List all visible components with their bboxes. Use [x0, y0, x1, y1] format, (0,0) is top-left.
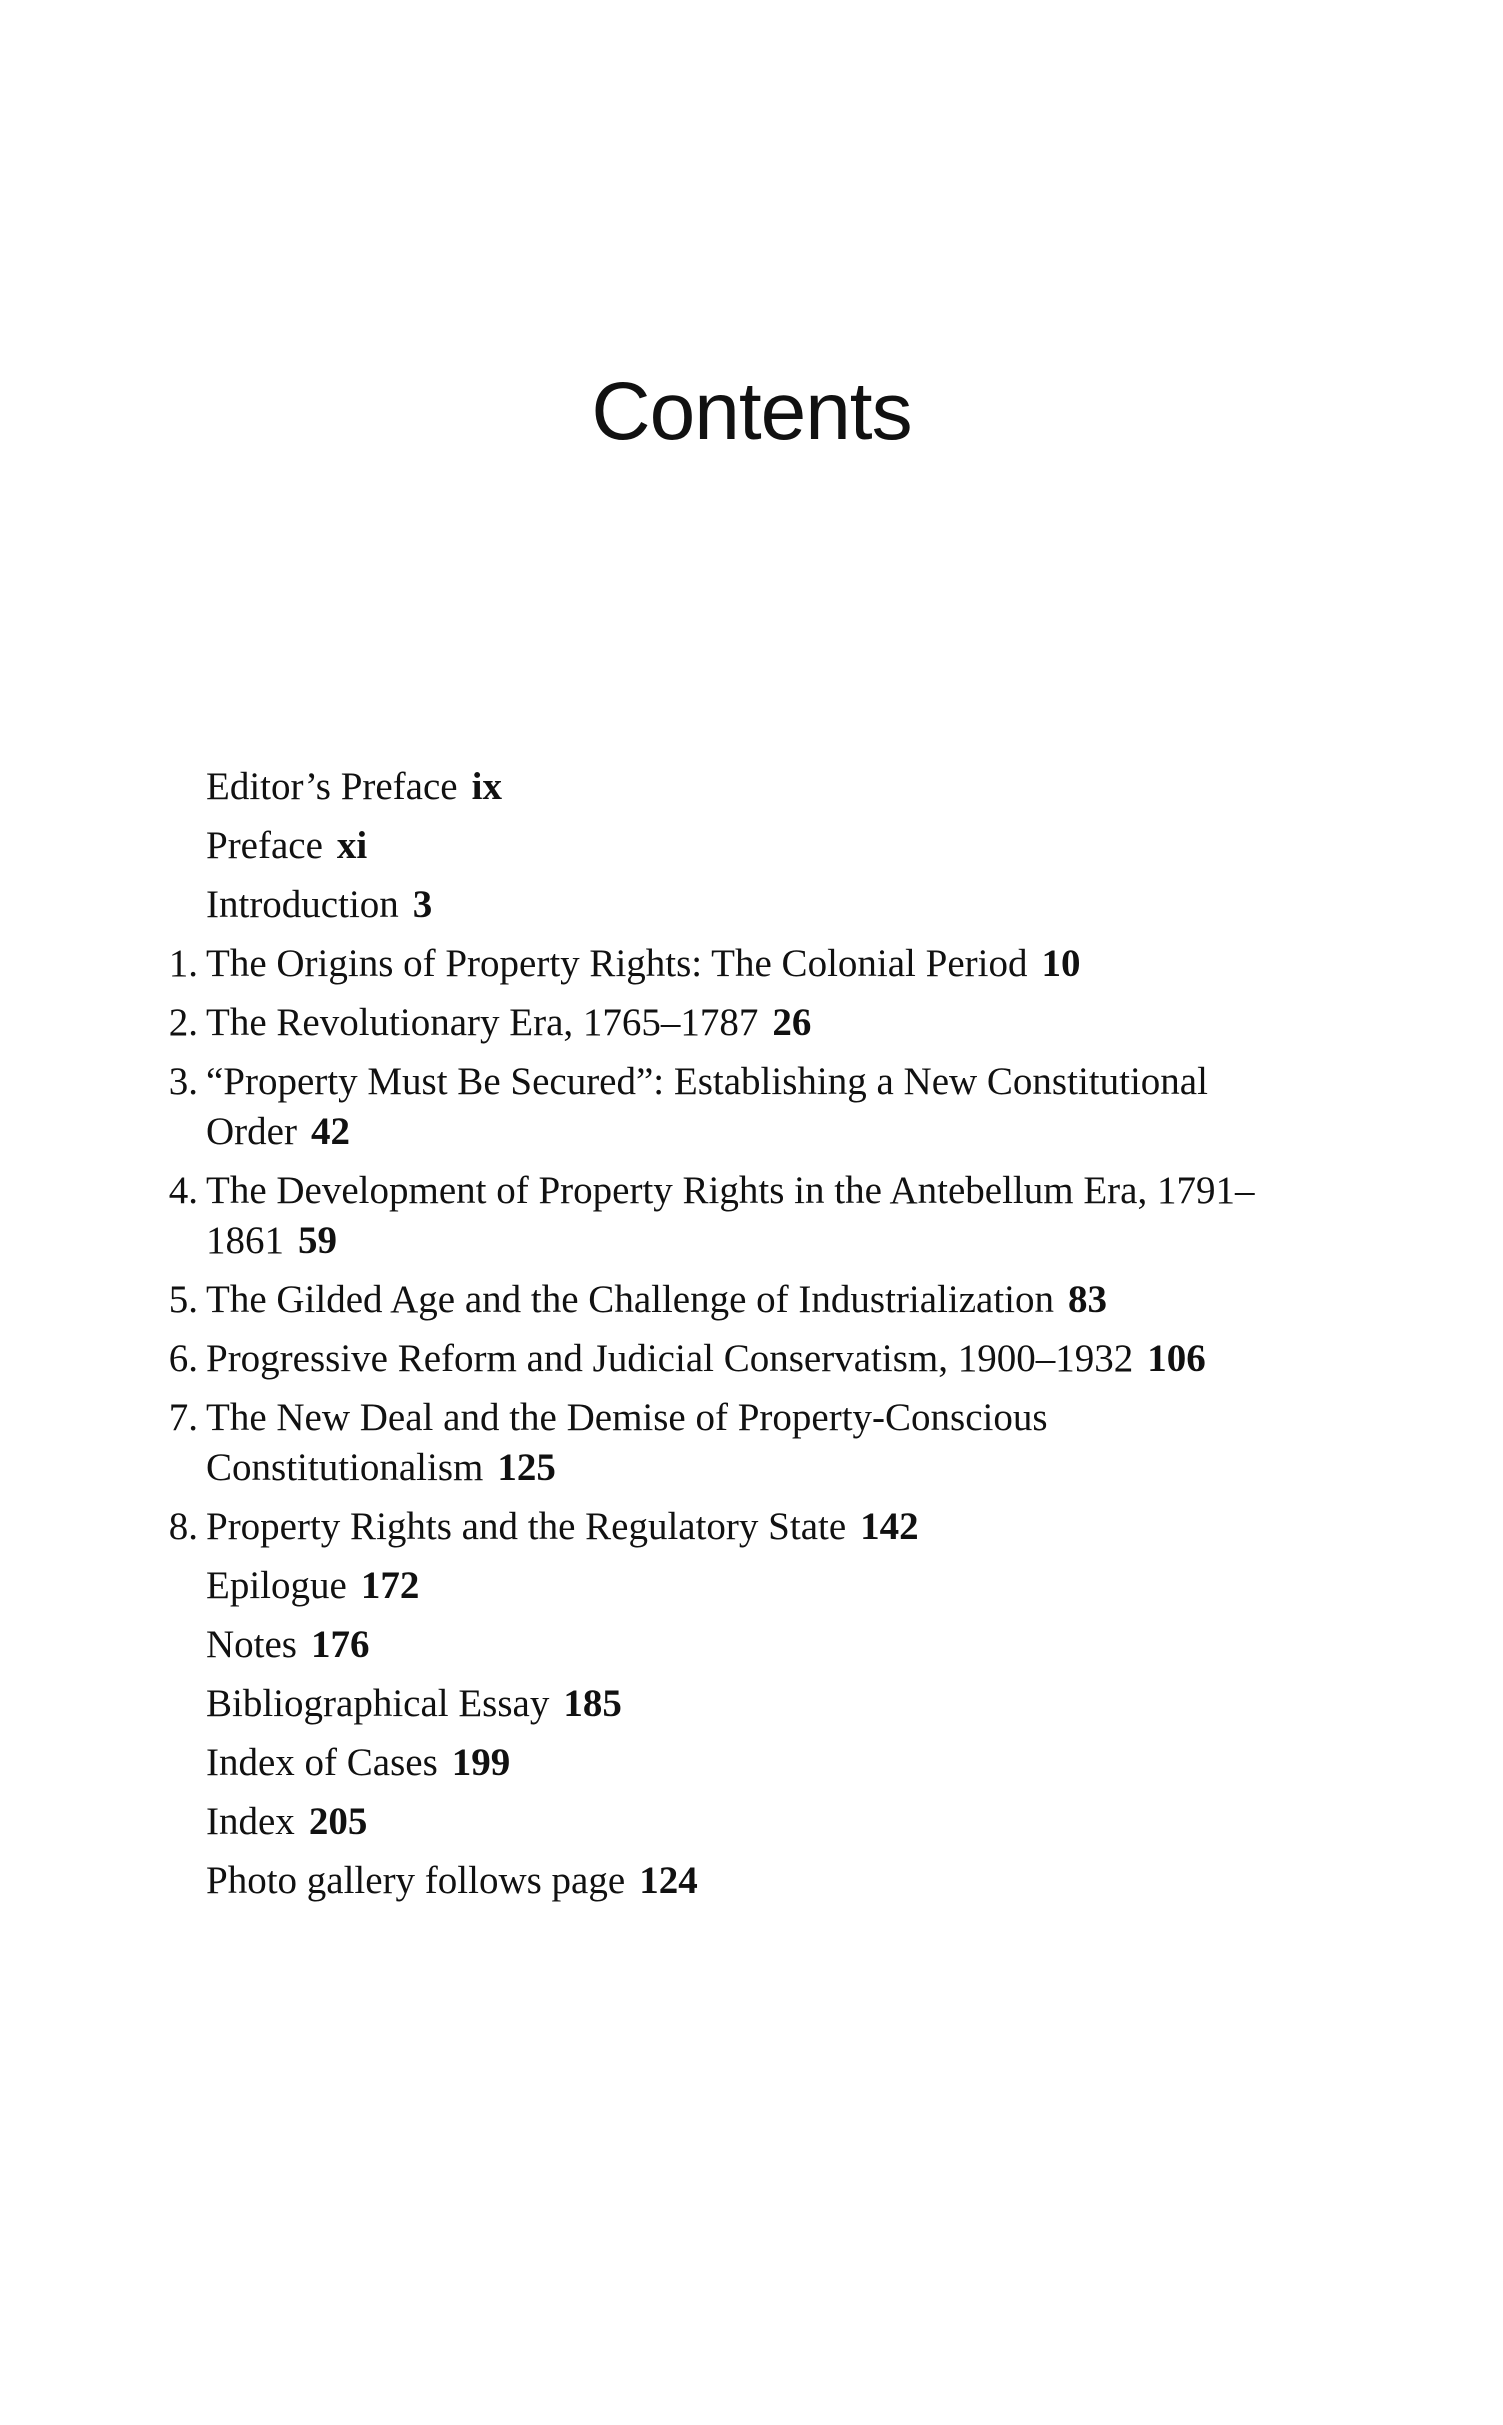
toc-entry-page-number: 142: [860, 1505, 919, 1548]
toc-entry-introduction: [150, 880, 1350, 930]
toc-entry-bibliographical-essay: [150, 1679, 1350, 1729]
toc-entry-page-number: 26: [772, 1001, 812, 1044]
toc-entry-title: Progressive Reform and Judicial Conservatism, 1900–1932: [206, 1337, 1134, 1380]
toc-entry-page-number: 59: [298, 1219, 337, 1262]
toc-entry-number: 3.: [168, 1060, 198, 1103]
toc-entry-title: The New Deal and the Demise of Property-Conscious Constitutionalism: [206, 1396, 1048, 1489]
toc-entry-page-number: 205: [308, 1800, 368, 1843]
toc-entry-chapter-4: [150, 1166, 1350, 1266]
toc-entry-index-of-cases: [150, 1738, 1350, 1788]
toc-entry-number: 4.: [168, 1169, 198, 1212]
toc-entry-title: The Gilded Age and the Challenge of Industrialization: [206, 1278, 1055, 1321]
toc-entry-page-number: 185: [563, 1682, 622, 1725]
toc-entry-number: 1.: [168, 942, 198, 985]
toc-entry-title: Editor’s Preface: [206, 765, 458, 808]
toc-entry-title: Property Rights and the Regulatory State: [206, 1505, 847, 1548]
toc-entry-chapter-6: [150, 1334, 1350, 1384]
toc-entry-title: Index: [206, 1800, 295, 1843]
toc-entry-page-number: 42: [310, 1110, 350, 1153]
toc-entry-epilogue: [150, 1561, 1350, 1611]
toc-entry-page-number: 3: [412, 883, 433, 926]
toc-entry-title: Epilogue: [206, 1564, 347, 1607]
toc-entry-page-number: 125: [497, 1446, 556, 1489]
toc-entry-chapter-2: [150, 998, 1350, 1048]
toc-entry-title: “Property Must Be Secured”: Establishing a New Constitutional Order: [206, 1060, 1208, 1153]
table-of-contents: [150, 762, 1350, 1915]
toc-entry-page-number: xi: [336, 824, 368, 867]
toc-entry-title: The Development of Property Rights in the Antebellum Era, 1791–1861: [206, 1169, 1255, 1262]
toc-entry-number: 8.: [168, 1505, 198, 1548]
toc-entry-page-number: 172: [360, 1564, 420, 1607]
toc-entry-number: 5.: [168, 1278, 198, 1321]
toc-entry-chapter-3: [150, 1057, 1350, 1157]
toc-entry-photo-gallery: [150, 1856, 1350, 1906]
toc-entry-page-number: ix: [471, 765, 502, 808]
toc-entry-title: Photo gallery follows page: [206, 1859, 626, 1902]
toc-entry-notes: [150, 1620, 1350, 1670]
toc-entry-title: Bibliographical Essay: [206, 1682, 550, 1725]
toc-entry-page-number: 106: [1147, 1337, 1206, 1380]
toc-entry-preface: [150, 821, 1350, 871]
page-title: Contents: [591, 366, 912, 457]
toc-entry-page-number: 83: [1068, 1278, 1108, 1321]
toc-entry-number: 6.: [168, 1337, 198, 1380]
toc-entry-title: Notes: [206, 1623, 297, 1666]
toc-entry-page-number: 176: [311, 1623, 370, 1666]
toc-entry-number: 2.: [168, 1001, 198, 1044]
toc-entry-number: 7.: [168, 1396, 198, 1439]
toc-entry-title: The Revolutionary Era, 1765–1787: [206, 1001, 759, 1044]
toc-entry-chapter-5: [150, 1275, 1350, 1325]
toc-entry-page-number: 199: [451, 1741, 511, 1784]
toc-entry-chapter-1: [150, 939, 1350, 989]
toc-entry-title: Introduction: [206, 883, 399, 926]
toc-entry-chapter-7: [150, 1393, 1350, 1493]
toc-entry-chapter-8: [150, 1502, 1350, 1552]
toc-entry-editors-preface: [150, 762, 1350, 812]
toc-entry-page-number: 124: [639, 1859, 698, 1902]
toc-entry-title: The Origins of Property Rights: The Colonial Period: [206, 942, 1028, 985]
toc-entry-title: Preface: [206, 824, 323, 867]
toc-entry-title: Index of Cases: [206, 1741, 438, 1784]
toc-entry-index: [150, 1797, 1350, 1847]
toc-entry-page-number: 10: [1041, 942, 1081, 985]
